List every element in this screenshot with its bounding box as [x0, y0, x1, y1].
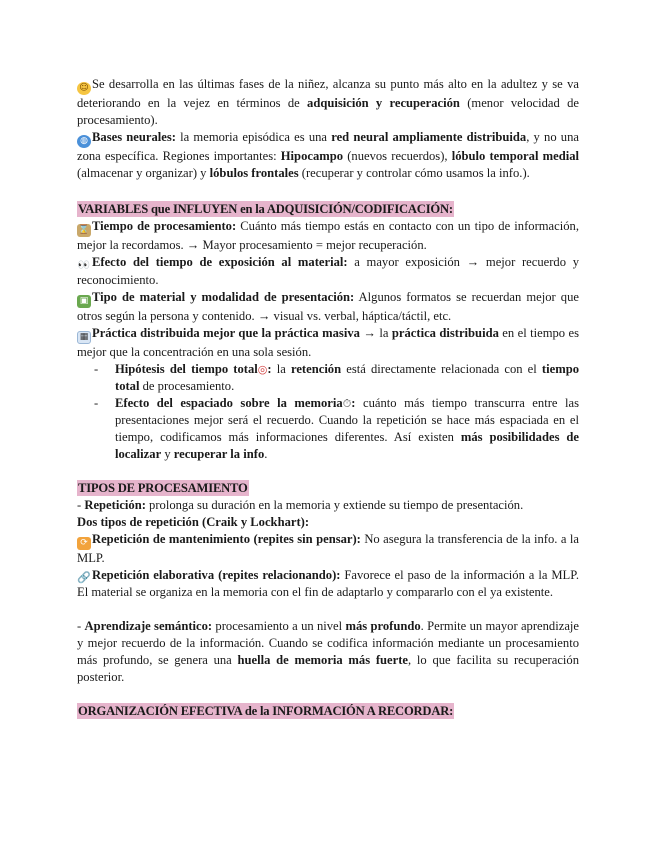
efecto-text: a mayor exposición → mejor recuerdo y reconocimiento.: [77, 255, 579, 287]
sub1-label: Hipótesis del tiempo total: [115, 362, 258, 376]
eyes-icon: 👀: [77, 260, 91, 271]
sub2-bold-2: recuperar la info: [173, 447, 265, 461]
sem-text-2: . Permite un mayor aprendizaje y mejor recuerdo de la información. Cuando se codifica información mediante un procesamiento más profundo, se genera una: [77, 619, 579, 667]
intro-tail: (menor velocidad de procesamiento).: [77, 96, 579, 127]
sub2-text-3: .: [264, 447, 268, 461]
tiempo-text: Cuánto más tiempo estás en contacto con un tipo de información, mejor la recordamos. → Mayor procesamiento = mejor recuperación.: [77, 219, 579, 252]
sem-label: Aprendizaje semántico:: [84, 619, 213, 633]
link-icon: 🔗: [77, 571, 91, 584]
bases-text-5: (recuperar y controlar cómo usamos la info.).: [298, 166, 530, 180]
list-item: [77, 395, 579, 463]
sem-bold-2: huella de memoria más fuerte: [237, 653, 409, 667]
sub2-text-1: cuánto más tiempo transcurra entre las presentaciones mejor será el recuerdo. Cuando la repetición se hace más espaciada en el tiempo, codificamos más informaciones diferentes. Así existen: [115, 396, 579, 444]
sem-text-3: , lo que facilita su recuperación posterior.: [77, 653, 579, 684]
calendar-icon: ▦: [77, 331, 91, 344]
target-icon: ◎: [257, 363, 268, 376]
sub2-bold-1: más posibilidades de localizar: [115, 430, 580, 461]
timer-icon: ⏱: [342, 397, 352, 410]
hourglass-icon: ⌛: [78, 225, 90, 235]
bases-text-2: , y no una zona específica. Regiones importantes:: [77, 130, 579, 163]
section-heading-tipos: [77, 480, 579, 497]
section-heading-variables: [77, 201, 579, 218]
mantenimiento-paragraph: [77, 531, 579, 567]
sub1-text-2: está directamente relacionada con el: [341, 362, 542, 376]
sem-bold-1: más profundo: [345, 619, 421, 633]
baby-icon: ☺: [77, 82, 91, 95]
sem-text-1: procesamiento a un nivel: [212, 619, 346, 633]
bases-text-1: la memoria episódica es una: [175, 130, 332, 144]
bases-label: Bases neurales:: [92, 130, 176, 144]
list-dash: -: [94, 396, 99, 410]
sub2-colon: :: [351, 396, 356, 410]
sub1-bold-2: tiempo total: [115, 362, 579, 393]
efecto-label: Efecto del tiempo de exposición al material:: [92, 255, 348, 269]
bases-bold-2: Hipocampo: [280, 149, 344, 163]
repeticion-paragraph: [77, 497, 579, 514]
tiempo-paragraph: [77, 218, 579, 254]
bases-paragraph: [77, 129, 579, 182]
tipo-paragraph: [77, 289, 579, 325]
practica-arrow: → la: [359, 326, 392, 340]
bases-bold-3: lóbulo temporal medial: [451, 149, 579, 163]
intro-text: Se desarrolla en las últimas fases de la niñez, alcanza su punto más alto en la adultez y se va deteriorando en la vejez en términos de: [77, 77, 579, 110]
rep-dash: -: [77, 498, 85, 512]
elab-text: Favorece el paso de la información a la MLP. El material se organiza en la memoria con el fin de adaptarlo y compararlo con el ya existente.: [77, 568, 579, 599]
picture-icon: ▣: [77, 295, 91, 308]
dos-tipos-text: Dos tipos de repetición (Craik y Lockhart):: [77, 515, 310, 529]
sub1-text-1: la: [271, 362, 291, 376]
sem-dash: -: [77, 619, 85, 633]
heading-organizacion-text: ORGANIZACIÓN EFECTIVA de la INFORMACIÓN A RECORDAR:: [78, 704, 454, 718]
globe-icon: ◍: [77, 135, 91, 148]
dos-tipos-line: [77, 514, 579, 531]
practica-paragraph: [77, 325, 579, 361]
semantico-paragraph: [77, 618, 579, 686]
sub2-label: Efecto del espaciado sobre la memoria: [115, 396, 343, 410]
variables-sublist: [77, 361, 579, 463]
sub1-colon: :: [267, 362, 272, 376]
bases-bold-1: red neural ampliamente distribuida: [331, 130, 527, 144]
practica-label: Práctica distribuida mejor que la práctica masiva: [92, 326, 360, 340]
tipo-label: Tipo de material y modalidad de presentación:: [92, 290, 355, 304]
sub1-text-3: de procesamiento.: [139, 379, 235, 393]
sub1-bold-1: retención: [290, 362, 342, 376]
tiempo-label: Tiempo de procesamiento:: [92, 219, 237, 233]
mant-label: Repetición de mantenimiento (repites sin pensar):: [92, 532, 361, 546]
elab-label: Repetición elaborativa (repites relacionando):: [92, 568, 341, 582]
bases-text-3: (nuevos recuerdos),: [343, 149, 452, 163]
section-heading-organizacion: [77, 703, 579, 720]
mant-text: No asegura la transferencia de la info. a la MLP.: [77, 532, 580, 565]
tipo-text: Algunos formatos se recuerdan mejor que otros según la persona y contenido. → visual vs. verbal, háptica/táctil, etc.: [77, 290, 579, 323]
rep-text: prolonga su duración en la memoria y extiende su tiempo de presentación.: [145, 498, 524, 512]
heading-variables-text: VARIABLES que INFLUYEN en la ADQUISICIÓN/CODIFICACIÓN:: [78, 202, 453, 216]
bases-text-4: (almacenar y organizar) y: [77, 166, 210, 180]
heading-tipos-text: TIPOS DE PROCESAMIENTO: [78, 481, 248, 495]
intro-bold: adquisición y recuperación: [307, 96, 460, 110]
sub2-text-2: y: [161, 447, 174, 461]
intro-paragraph: [77, 76, 579, 129]
bases-bold-4: lóbulos frontales: [209, 166, 299, 180]
repeat-icon: ⟳: [77, 537, 91, 550]
document-page: [77, 76, 579, 720]
list-item: [77, 361, 579, 395]
practica-bold: práctica distribuida: [391, 326, 499, 340]
elaborativa-paragraph: [77, 567, 579, 601]
rep-label: Repetición:: [84, 498, 146, 512]
practica-text: en el tiempo es mejor que la concentración en una sola sesión.: [77, 326, 579, 359]
efecto-paragraph: [77, 254, 579, 289]
list-dash: -: [94, 362, 99, 376]
